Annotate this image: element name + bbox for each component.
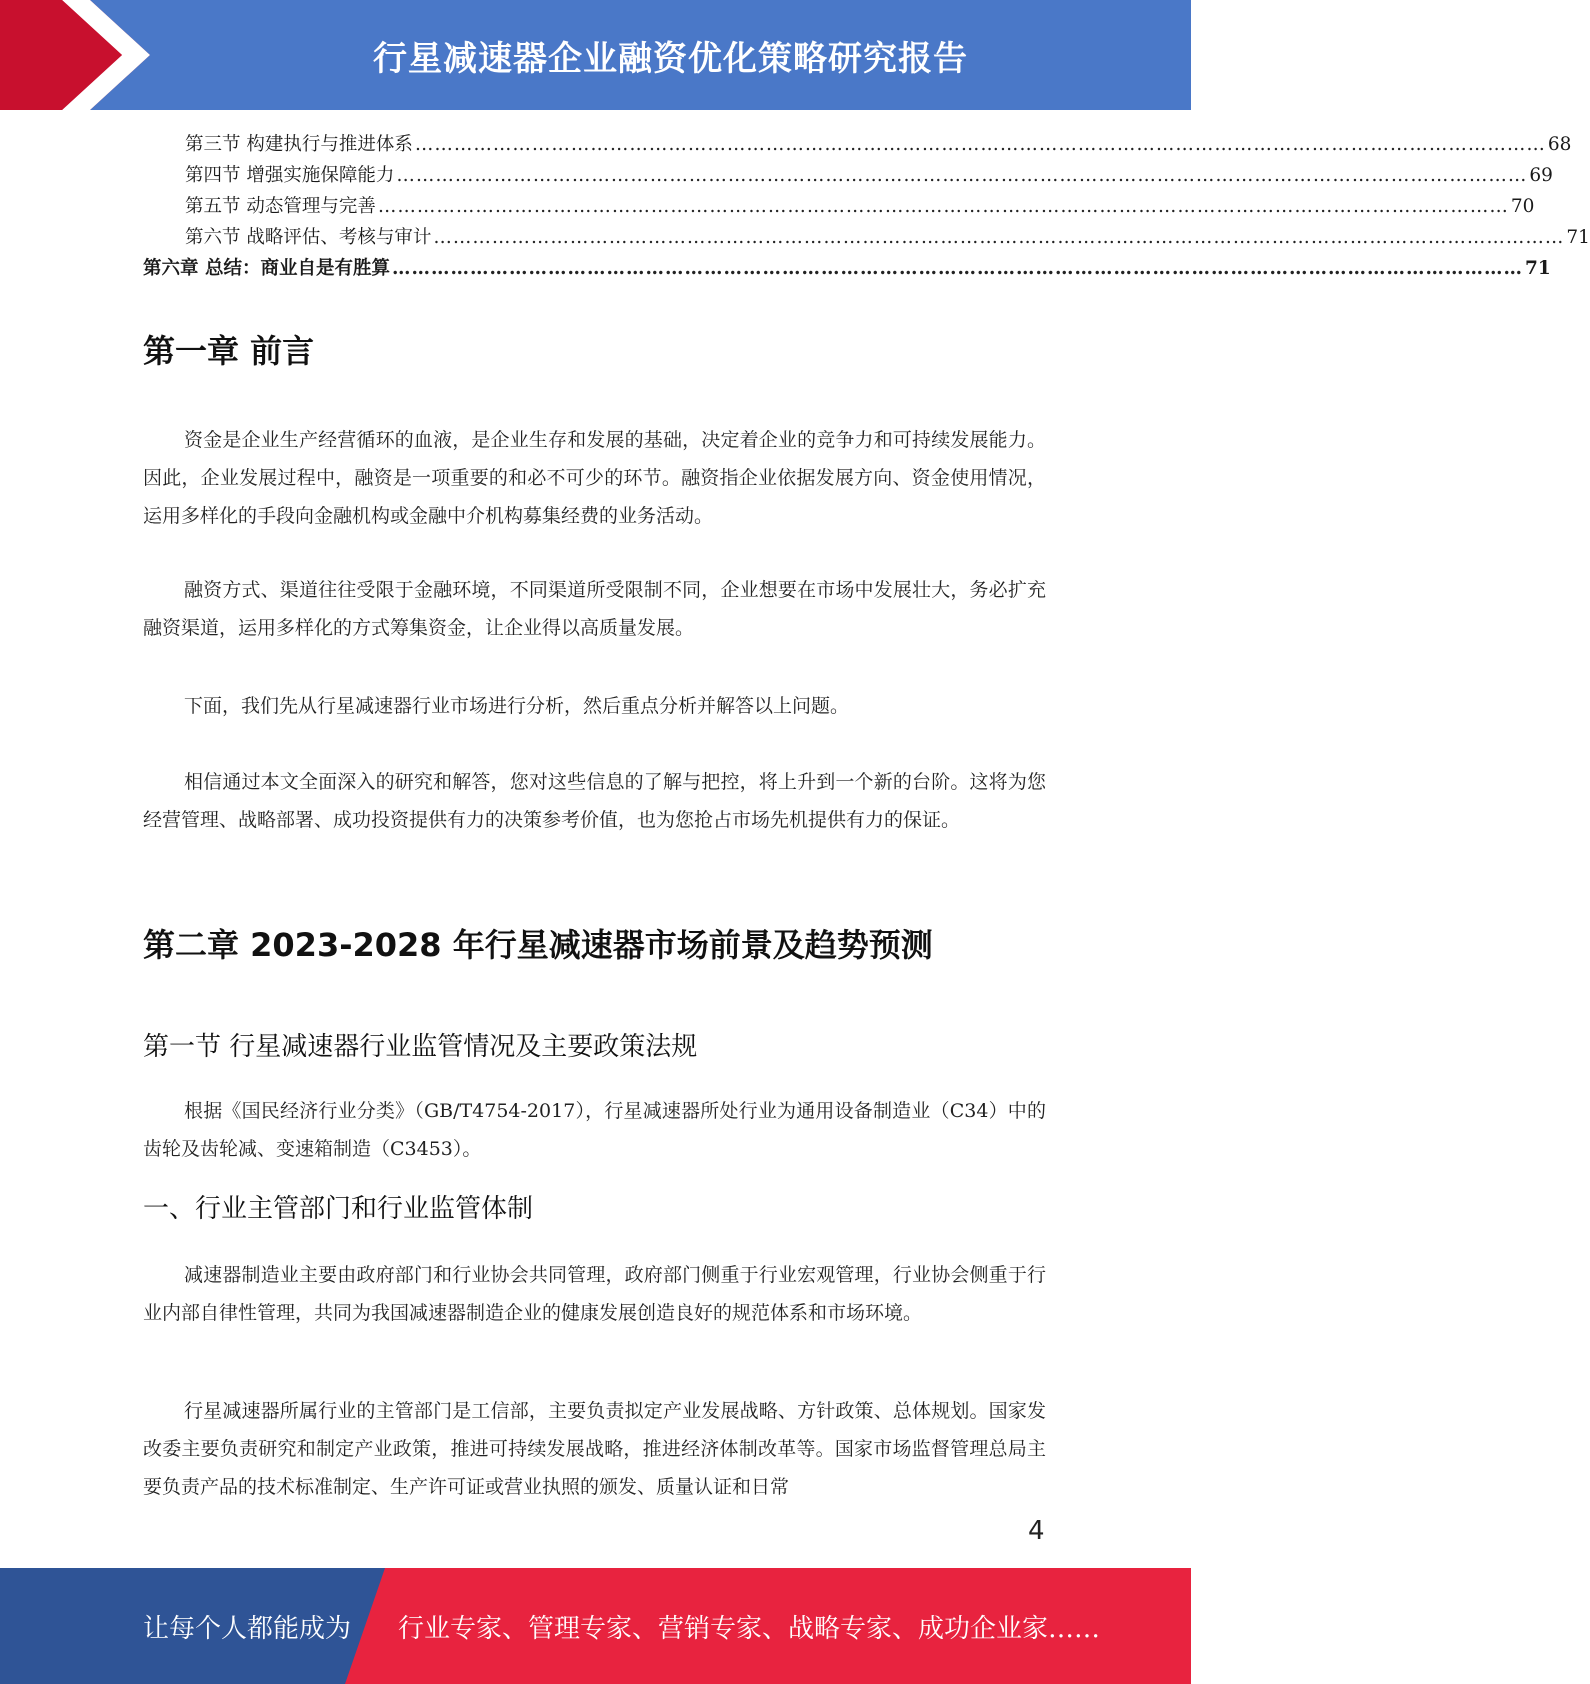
chapter-heading: 第二章 2023-2028 年行星减速器市场前景及趋势预测 [143,926,933,964]
footer-banner [0,1568,1191,1684]
footer-slogan-left: 让每个人都能成为 [143,1613,352,1644]
chapter-heading: 第一章 前言 [143,332,315,370]
paragraph: 根据《国民经济行业分类》（GB/T4754-2017），行星减速器所处行业为通用设备制造业（C34）中的齿轮及齿轮减、变速箱制造（C3453）。 [143,1100,1046,1160]
paragraph: 下面，我们先从行星减速器行业市场进行分析，然后重点分析并解答以上问题。 [184,695,850,717]
toc-entry-title: 第六节 战略评估、考核与审计 [185,227,432,248]
toc-entry-title: 第三节 构建执行与推进体系 [185,134,413,155]
toc-entry[interactable] [143,223,1590,254]
toc-leader-dots: ………………………………………………………………………………………………………………………………………………………… [391,258,1523,279]
toc-entry-chapter[interactable] [143,254,1551,285]
paragraph: 减速器制造业主要由政府部门和行业协会共同管理，政府部门侧重于行业宏观管理，行业协会侧重于行业内部自律性管理，共同为我国减速器制造企业的健康发展创造良好的规范体系和市场环境。 [143,1264,1046,1324]
subsection-heading: 一、行业主管部门和行业监管体制 [143,1194,534,1224]
toc-entry-title: 第四节 增强实施保障能力 [185,165,395,186]
paragraph: 融资方式、渠道往往受限于金融环境，不同渠道所受限制不同，企业想要在市场中发展壮大，务必扩充融资渠道，运用多样化的方式筹集资金，让企业得以高质量发展。 [143,579,1046,639]
toc-entry-page: 69 [1529,165,1553,186]
toc-entry[interactable] [143,192,1535,223]
toc-entry-page: 70 [1510,196,1535,217]
toc-entry[interactable] [143,161,1553,192]
page-number: 4 [1028,1516,1045,1546]
paragraph: 行星减速器所属行业的主管部门是工信部，主要负责拟定产业发展战略、方针政策、总体规划。国家发改委主要负责研究和制定产业政策，推进可持续发展战略，推进经济体制改革等。国家市场监督管理总局主要负责产品的技术标准制定、生产许可证或营业执照的颁发、质量认证和日常 [143,1400,1046,1498]
toc-leader-dots: ………………………………………………………………………………………………………………………………………………………… [414,134,1546,155]
toc-entry-page: 71 [1524,258,1551,279]
section-heading: 第一节 行星减速器行业监管情况及主要政策法规 [143,1032,698,1062]
header-banner [0,0,1191,110]
toc-leader-dots: ………………………………………………………………………………………………………………………………………………………… [396,165,1528,186]
toc-entry-title: 第五节 动态管理与完善 [185,196,376,217]
toc-leader-dots: ………………………………………………………………………………………………………………………………………………………… [433,227,1565,248]
report-title: 行星减速器企业融资优化策略研究报告 [373,38,968,79]
footer-slogan-right: 行业专家、管理专家、营销专家、战略专家、成功企业家…… [398,1613,1101,1644]
toc-entry-page: 71 [1566,227,1590,248]
header-arrow-decoration [0,0,150,110]
toc-entry[interactable] [143,130,1572,161]
toc-entry-page: 68 [1547,134,1572,155]
table-of-contents [143,130,1590,285]
toc-leader-dots: ………………………………………………………………………………………………………………………………………………………… [377,196,1509,217]
toc-entry-title: 第六章 总结：商业自是有胜算 [143,258,390,279]
paragraph: 相信通过本文全面深入的研究和解答，您对这些信息的了解与把控，将上升到一个新的台阶。这将为您经营管理、战略部署、成功投资提供有力的决策参考价值，也为您抢占市场先机提供有力的保证。 [143,771,1046,831]
paragraph: 资金是企业生产经营循环的血液，是企业生存和发展的基础，决定着企业的竞争力和可持续发展能力。因此，企业发展过程中，融资是一项重要的和必不可少的环节。融资指企业依据发展方向、资金使用情况，运用多样化的手段向金融机构或金融中介机构募集经费的业务活动。 [143,429,1046,527]
